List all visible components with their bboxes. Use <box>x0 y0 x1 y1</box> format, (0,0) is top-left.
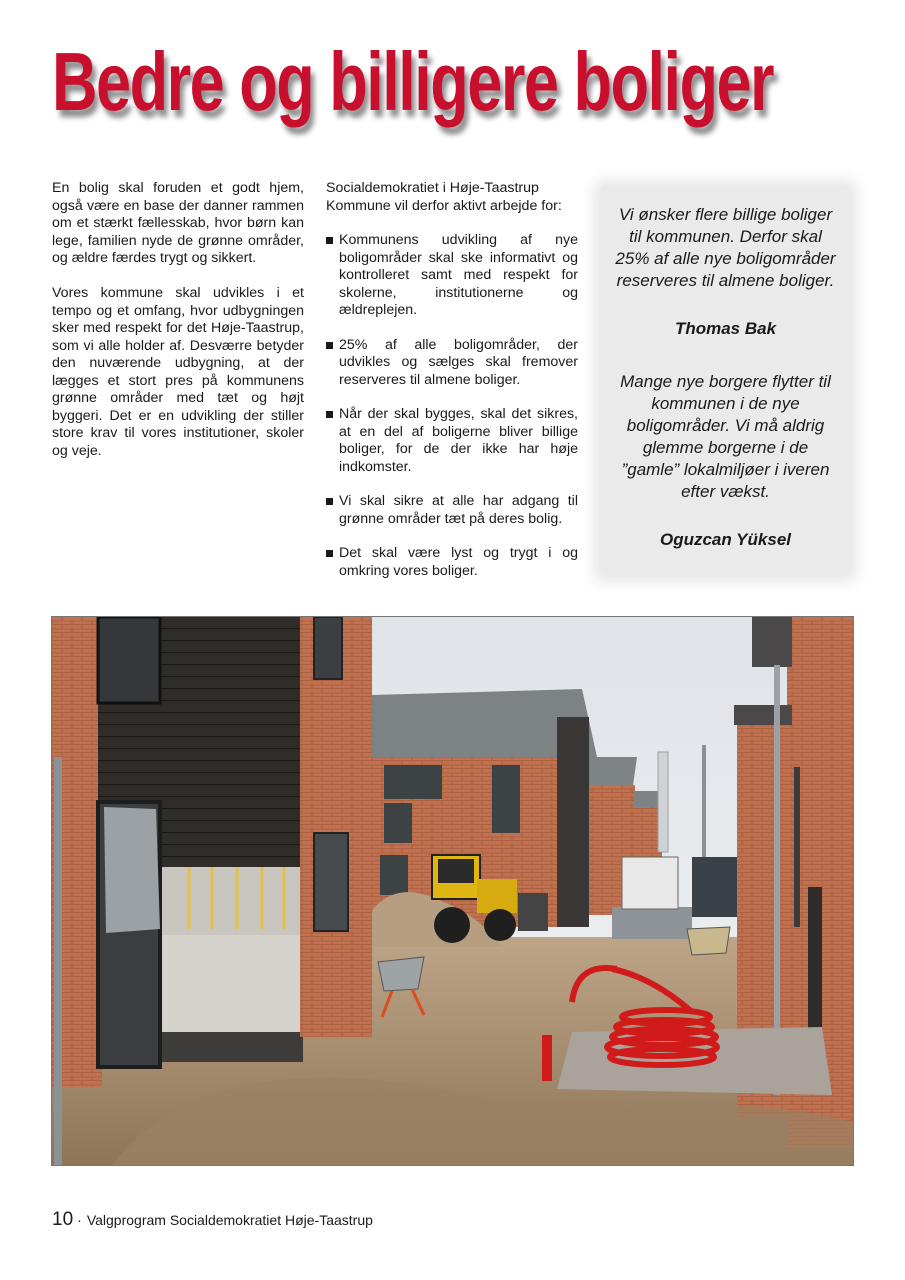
list-item-text: Det skal være lyst og trygt i og omkring vores boliger. <box>339 545 578 579</box>
page-title: Bedre og billigere boliger <box>52 35 774 128</box>
footer-text: Valgprogram Socialdemokratiet Høje-Taastrup <box>86 1212 373 1228</box>
page-footer <box>52 1209 373 1231</box>
body-column-middle <box>326 180 578 597</box>
bullet-intro: Socialdemokratiet i Høje-Taastrup Kommune vil derfor aktivt arbejde for: <box>326 180 562 214</box>
list-item <box>326 493 578 528</box>
list-item-text: Kommunens udvikling af nye boligområder skal ske informativt og kontrolleret samt med respekt for skolerne, institutionerne og ældreplejen. <box>339 232 578 318</box>
body-column-left <box>52 180 304 478</box>
list-item <box>326 406 578 476</box>
construction-site-photo <box>51 616 854 1166</box>
square-bullet-icon <box>326 237 333 244</box>
footer-separator: · <box>77 1212 82 1228</box>
list-item <box>326 337 578 390</box>
list-item <box>326 545 578 580</box>
quote-text: Vi ønsker flere billige boliger til kommunen. Derfor skal 25% af alle nye boligområder reserveres til almene boliger. <box>615 205 836 290</box>
square-bullet-icon <box>326 342 333 349</box>
quote-author: Oguzcan Yüksel <box>659 530 791 549</box>
list-item-text: Når der skal bygges, skal det sikres, at en del af boligerne bliver billige boliger, for de der ikke har høje indkomster. <box>339 406 578 475</box>
square-bullet-icon <box>326 550 333 557</box>
bullet-list <box>326 232 578 580</box>
square-bullet-icon <box>326 411 333 418</box>
list-item-text: 25% af alle boligområder, der udvikles og sælges skal fremover reserveres til almene boliger. <box>339 336 578 388</box>
quote-box <box>601 187 850 575</box>
page-number: 10 <box>52 1209 74 1230</box>
paragraph: En bolig skal foruden et godt hjem, også være en base der danner rammen om et stærkt fællesskab, hvor børn kan lege, familien nyde de grønne områder, og ældre færdes trygt og sikkert. <box>52 180 304 266</box>
paragraph: Vores kommune skal udvikles i et tempo og et omfang, hvor udbygningen sker med respekt for det Høje-Taastrup, som vi alle holder af. Desværre betyder den nuværende udbygning, at der lægges et stort pres på kommunens grønne områder med tæt og højt byggeri. Det er en udvikling der stiller store krav til vores institutioner, skoler og veje. <box>52 285 304 459</box>
quote-author: Thomas Bak <box>674 319 777 338</box>
square-bullet-icon <box>326 498 333 505</box>
quote-text: Mange nye borgere flytter til kommunen i de nye boligområder. Vi må aldrig glemme borgerne i de ”gamle” lokalmiljøer i iveren efter vækst. <box>620 372 831 501</box>
list-item-text: Vi skal sikre at alle har adgang til grønne områder tæt på deres bolig. <box>339 493 578 527</box>
list-item <box>326 232 578 320</box>
